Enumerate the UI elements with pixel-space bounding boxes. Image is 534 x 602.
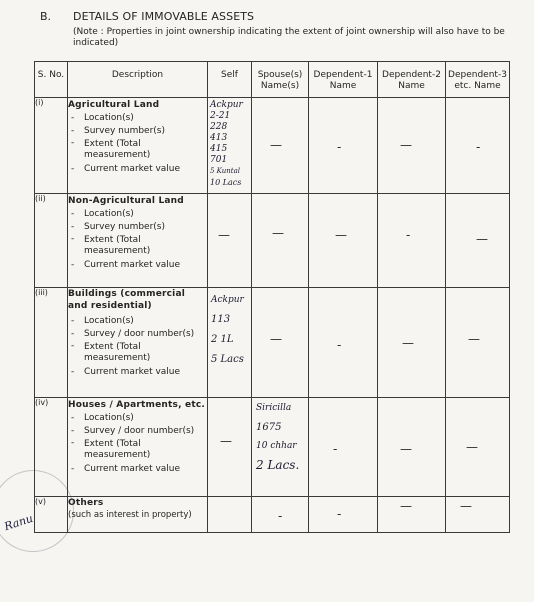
handwritten-value: 2 Lacs. [256,458,300,472]
dependent-3-cell [446,98,510,194]
row-sno: (ii) [35,194,68,288]
dependent-2-cell [378,194,446,288]
list-item: - Current market value [68,259,207,272]
dash-value: — [218,228,230,242]
header-dependent-1: Dependent-1 Name [309,62,378,98]
row-title: Houses / Apartments, etc. [68,400,205,410]
self-cell [208,98,252,194]
dash-value: — [270,332,282,346]
dependent-1-cell [309,194,378,288]
section-note: (Note : Properties in joint ownership indicating the extent of joint ownership will also have to be indicated) [73,27,505,48]
handwritten-value: Siricilla [256,403,292,413]
handwritten-value: 10 Lacs [210,178,242,187]
handwritten-value: 10 chhar [256,441,297,451]
handwritten-value: 5 Lacs [211,354,244,365]
row-description [68,98,208,194]
section-title: DETAILS OF IMMOVABLE ASSETS [73,10,255,23]
self-cell [208,288,252,398]
header-description: Description [68,62,208,98]
dependent-2-cell [378,497,446,533]
row-title: Non-Agricultural Land [68,196,184,206]
list-item: - Extent (Total measurement) [68,234,207,259]
list-item: - Survey / door number(s) [68,328,207,341]
list-item: - Location(s) [68,112,207,125]
spouse-cell [252,497,309,533]
spouse-cell [252,288,309,398]
row-title: Agricultural Land [68,100,160,110]
dash-value: - [337,140,342,154]
dash-value: - [337,338,342,352]
dash-value: - [278,509,283,523]
self-cell [208,398,252,497]
handwritten-value: 1675 [256,422,282,433]
handwritten-value: 5 Kuntal [210,167,240,175]
dash-value: - [406,228,411,242]
dependent-2-cell [378,398,446,497]
header-spouse: Spouse(s) Name(s) [252,62,309,98]
row-description [68,288,208,398]
spouse-cell [252,194,309,288]
handwritten-value: 228 [210,122,228,132]
dependent-1-cell [309,98,378,194]
list-item: - Survey number(s) [68,221,207,234]
row-description [68,398,208,497]
section-letter: B. [40,10,52,23]
dash-value: — [220,434,232,448]
list-item: - Survey number(s) [68,125,207,138]
row-sno: (iv) [35,398,68,497]
header-self: Self [208,62,252,98]
dependent-1-cell [309,288,378,398]
header-dependent-2: Dependent-2 Name [378,62,446,98]
self-cell [208,194,252,288]
table-row [35,98,510,194]
list-item: - Extent (Total measurement) [68,138,207,163]
handwritten-value: 2 1L [211,334,234,345]
self-cell [208,497,252,533]
dependent-3-cell [446,497,510,533]
dash-value: — [402,336,414,350]
dash-value: — [270,138,282,152]
dash-value: — [466,440,478,454]
dash-value: - [333,442,338,456]
signature: Ranu [2,511,35,534]
spouse-cell [252,98,309,194]
row-sno: (i) [35,98,68,194]
handwritten-value: Ackpur [210,100,243,110]
dash-value: — [476,232,488,246]
dash-value: — [335,228,347,242]
dependent-3-cell [446,398,510,497]
handwritten-value: 413 [210,133,228,143]
handwritten-value: Ackpur [211,295,244,305]
list-item: - Location(s) [68,208,207,221]
row-description [68,194,208,288]
dependent-2-cell [378,288,446,398]
table-row [35,497,510,533]
table-row [35,194,510,288]
row-sno: (v) [35,497,68,533]
dash-value: — [272,226,284,240]
spouse-cell [252,398,309,497]
handwritten-value: 113 [211,314,231,325]
dependent-2-cell [378,98,446,194]
dependent-3-cell [446,194,510,288]
row-title: Buildings (commercial and residential) [68,289,186,311]
row-sno: (iii) [35,288,68,398]
list-item: - Current market value [68,366,207,379]
table-row [35,398,510,497]
list-item: - Current market value [68,163,207,176]
dash-value: — [400,499,412,513]
dash-value: — [468,332,480,346]
dash-value: — [460,499,472,513]
row-description [68,497,208,533]
immovable-assets-table [34,61,510,533]
list-item: - Survey / door number(s) [68,425,207,438]
dependent-3-cell [446,288,510,398]
handwritten-value: 701 [210,155,228,165]
header-dependent-3: Dependent-3 etc. Name [446,62,510,98]
handwritten-value: 2-21 [210,111,231,121]
dash-value: — [400,442,412,456]
table-row [35,288,510,398]
handwritten-value: 415 [210,144,228,154]
header-sno: S. No. [35,62,68,98]
table-header-row [35,62,510,98]
list-item: - Current market value [68,463,207,476]
row-subtitle: (such as interest in property) [68,510,192,520]
list-item: - Extent (Total measurement) [68,341,207,366]
dependent-1-cell [309,497,378,533]
dash-value: — [400,138,412,152]
dash-value: - [337,507,342,521]
list-item: - Extent (Total measurement) [68,438,207,463]
list-item: - Location(s) [68,412,207,425]
row-title: Others [68,498,104,508]
dash-value: - [476,140,481,154]
list-item: - Location(s) [68,315,207,328]
dependent-1-cell [309,398,378,497]
